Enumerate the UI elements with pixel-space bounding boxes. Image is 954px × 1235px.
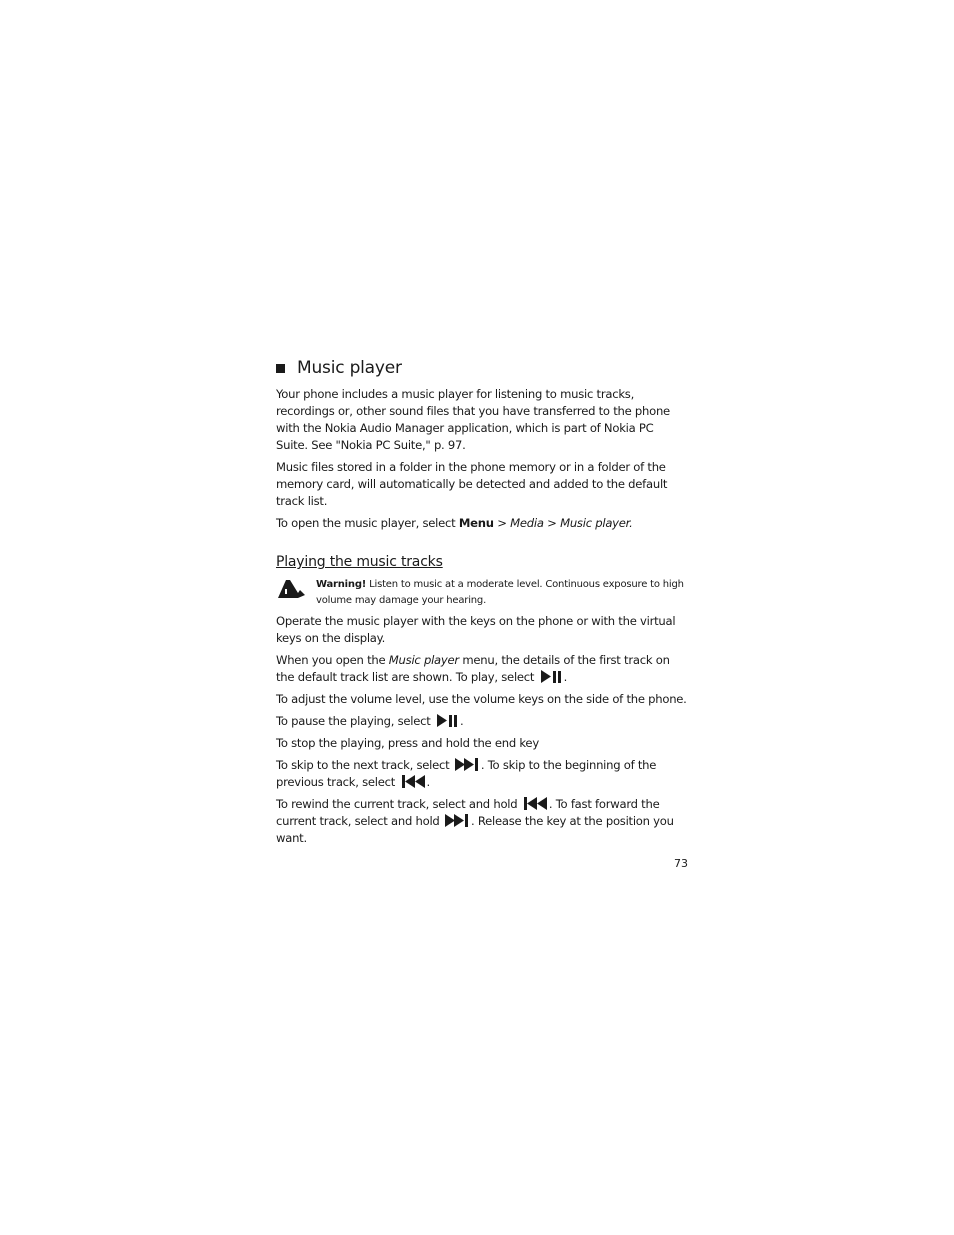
open-paragraph <box>276 652 688 686</box>
play-pause-icon <box>436 714 458 727</box>
text: . To fast forward the current track, select and hold <box>276 797 660 828</box>
music-player-term: Music player <box>388 653 459 667</box>
warning-label: Warning! <box>316 579 367 590</box>
next-track-icon <box>445 814 469 827</box>
section-title: Music player <box>297 358 402 378</box>
warning-block <box>276 577 688 609</box>
skip-paragraph <box>276 757 688 791</box>
media-term: Media <box>510 516 544 530</box>
text: menu, the details of the first track on the default track list are shown. To play, select <box>276 653 670 684</box>
bullet-square-icon <box>276 364 285 373</box>
text: . Release the key at the position you want. <box>276 814 674 845</box>
warning-message: Listen to music at a moderate level. Continuous exposure to high volume may damage your hearing. <box>316 579 684 606</box>
text: To rewind the current track, select and hold <box>276 797 521 811</box>
pause-paragraph <box>276 713 688 730</box>
warning-icon <box>276 577 306 599</box>
section-heading <box>276 358 688 378</box>
warning-text <box>316 577 688 609</box>
subsection-title: Playing the music tracks <box>276 554 443 570</box>
next-track-icon <box>455 758 479 771</box>
separator: > <box>493 516 511 530</box>
page-number: 73 <box>674 857 688 870</box>
volume-paragraph: To adjust the volume level, use the volume keys on the side of the phone. <box>276 692 687 706</box>
text: . <box>460 714 464 728</box>
text: To pause the playing, select <box>276 714 434 728</box>
page-content <box>276 358 688 852</box>
previous-track-icon <box>523 797 547 810</box>
previous-track-icon <box>401 775 425 788</box>
stop-paragraph: To stop the playing, press and hold the end key <box>276 736 539 750</box>
music-player-term: Music player. <box>560 516 633 530</box>
operate-paragraph: Operate the music player with the keys on the phone or with the virtual keys on the display. <box>276 614 676 645</box>
intro-paragraph-3 <box>276 515 688 532</box>
text: . <box>426 775 430 789</box>
rewind-paragraph <box>276 796 688 847</box>
text: To skip to the next track, select <box>276 758 453 772</box>
play-pause-icon <box>540 670 562 683</box>
separator: > <box>543 516 561 530</box>
text: When you open the <box>276 653 389 667</box>
text: To open the music player, select <box>276 516 459 530</box>
intro-paragraph-1: Your phone includes a music player for listening to music tracks, recordings or, other sound files that you have transferred to the phone with the Nokia Audio Manager application, which is part of Nokia PC Suite. See "Nokia PC Suite," p. 97. <box>276 387 670 452</box>
intro-paragraph-2: Music files stored in a folder in the phone memory or in a folder of the memory card, will automatically be detected and added to the default track list. <box>276 460 668 508</box>
text: . <box>563 670 568 684</box>
menu-term: Menu <box>458 516 494 530</box>
text: . To skip to the beginning of the previous track, select <box>276 758 657 789</box>
